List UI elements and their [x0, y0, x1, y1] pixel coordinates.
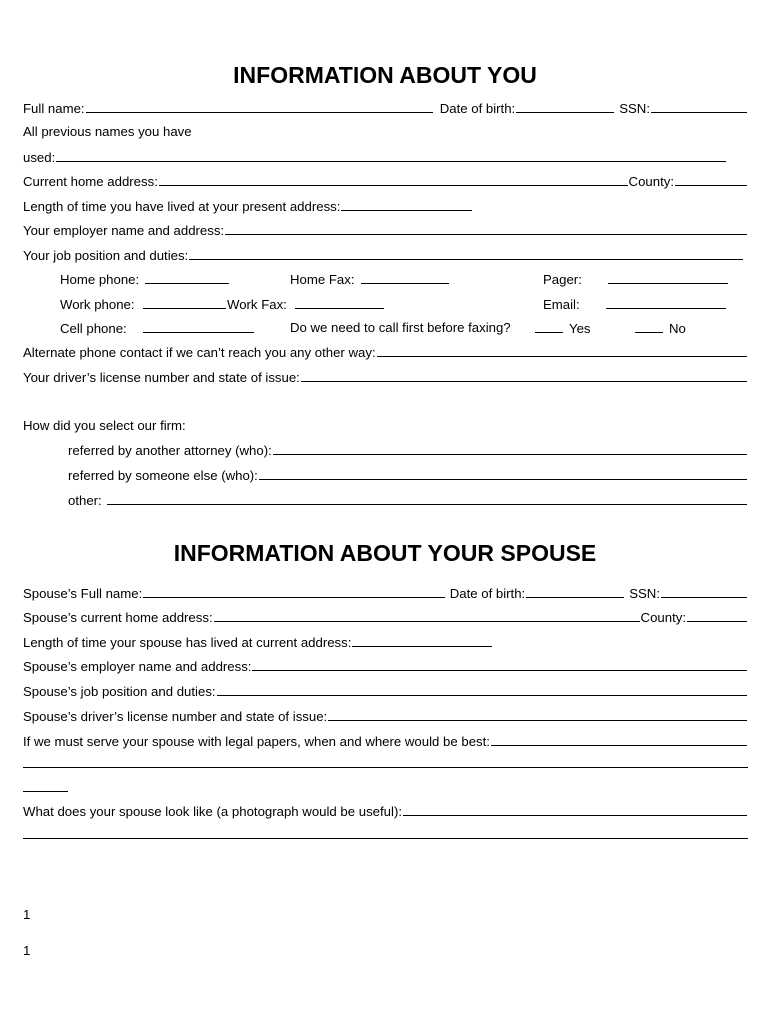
county-label: County: [628, 174, 674, 189]
row-email [543, 294, 727, 312]
employer-label: Your employer name and address: [23, 223, 225, 238]
spouse-full-name-label: Spouse’s Full name: [23, 586, 143, 601]
email-label: Email: [543, 297, 580, 312]
cell-phone-label: Cell phone: [60, 321, 127, 336]
home-address-label: Current home address: [23, 174, 158, 189]
page-number-2: 1 [23, 943, 31, 958]
spouse-address-field[interactable] [214, 621, 640, 622]
spouse-address-label: Spouse’s current home address: [23, 610, 213, 625]
alternate-label: Alternate phone contact if we can’t reach you any other way: [23, 345, 376, 360]
row-spouse-look [23, 801, 748, 819]
county-field[interactable] [675, 185, 747, 186]
alternate-field[interactable] [377, 356, 747, 357]
spouse-serve-line-3[interactable] [23, 791, 68, 792]
spouse-serve-field[interactable] [491, 745, 747, 746]
row-work-phone [60, 294, 227, 312]
ssn-field[interactable] [651, 112, 747, 113]
no-label: No [669, 321, 686, 336]
spouse-look-field[interactable] [403, 815, 747, 816]
dob-label: Date of birth: [439, 101, 516, 116]
full-name-label: Full name: [23, 101, 85, 116]
pager-label: Pager: [543, 272, 582, 287]
row-full-name [23, 98, 748, 116]
spouse-dob-field[interactable] [526, 597, 624, 598]
full-name-field[interactable] [86, 112, 433, 113]
work-phone-label: Work phone: [60, 297, 135, 312]
section-heading-spouse: INFORMATION ABOUT YOUR SPOUSE [173, 540, 597, 566]
spouse-full-name-field[interactable] [143, 597, 444, 598]
length-label: Length of time you have lived at your present address: [23, 199, 341, 214]
prev-names-field[interactable] [56, 161, 726, 162]
call-first-label: Do we need to call first before faxing? [290, 320, 511, 335]
page-number: 1 [23, 907, 31, 922]
spouse-employer-field[interactable] [252, 670, 747, 671]
row-spouse-job [23, 681, 748, 699]
home-phone-field[interactable] [145, 283, 229, 284]
spouse-employer-label: Spouse’s employer name and address: [23, 659, 252, 674]
spouse-license-field[interactable] [328, 720, 747, 721]
spouse-ssn-field[interactable] [661, 597, 747, 598]
row-home-fax [290, 269, 450, 287]
spouse-job-field[interactable] [217, 695, 747, 696]
row-yes [534, 318, 596, 336]
ref-attorney-label: referred by another attorney (who): [68, 443, 272, 458]
job-field[interactable] [189, 259, 743, 260]
spouse-ssn-label: SSN: [629, 586, 660, 601]
spouse-county-field[interactable] [687, 621, 747, 622]
row-cell-phone [60, 318, 255, 336]
row-ref-else [68, 465, 748, 483]
work-phone-field[interactable] [143, 308, 226, 309]
ref-else-label: referred by someone else (who): [68, 468, 258, 483]
spouse-look-line-2[interactable] [23, 838, 748, 839]
yes-label: Yes [569, 321, 591, 336]
spouse-county-label: County: [640, 610, 686, 625]
row-spouse-employer [23, 656, 748, 674]
no-field[interactable] [635, 332, 663, 333]
spouse-dob-label: Date of birth: [449, 586, 526, 601]
yes-field[interactable] [535, 332, 563, 333]
home-phone-label: Home phone: [60, 272, 140, 287]
job-label: Your job position and duties: [23, 248, 189, 263]
other-label: other: [68, 493, 102, 508]
dob-field[interactable] [516, 112, 614, 113]
row-spouse-license [23, 706, 748, 724]
length-field[interactable] [341, 210, 472, 211]
home-address-field[interactable] [159, 185, 628, 186]
row-ref-attorney [68, 440, 748, 458]
spouse-length-field[interactable] [352, 646, 492, 647]
email-field[interactable] [606, 308, 726, 309]
row-home-address [23, 171, 748, 189]
spouse-look-label: What does your spouse look like (a photograph would be useful): [23, 804, 402, 819]
employer-field[interactable] [225, 234, 747, 235]
cell-phone-field[interactable] [143, 332, 254, 333]
row-alternate [23, 342, 748, 360]
pager-field[interactable] [608, 283, 728, 284]
spouse-license-label: Spouse’s driver’s license number and state of issue: [23, 709, 328, 724]
prev-names-label-1: All previous names you have [23, 124, 192, 139]
work-fax-field[interactable] [295, 308, 384, 309]
other-field[interactable] [107, 504, 747, 505]
home-fax-field[interactable] [361, 283, 450, 284]
spouse-serve-label: If we must serve your spouse with legal papers, when and where would be best: [23, 734, 490, 749]
row-prev-names [23, 147, 727, 165]
row-home-phone [60, 269, 230, 287]
spouse-serve-line-2[interactable] [23, 767, 748, 768]
ref-else-field[interactable] [259, 479, 747, 480]
row-spouse-serve [23, 731, 748, 749]
row-spouse-length [23, 632, 493, 650]
row-spouse-address [23, 607, 748, 625]
prev-names-label-2: used: [23, 150, 56, 165]
row-work-fax [227, 294, 385, 312]
row-employer [23, 220, 748, 238]
home-fax-label: Home Fax: [290, 272, 355, 287]
row-length [23, 196, 473, 214]
license-field[interactable] [301, 381, 747, 382]
row-spouse-full-name [23, 583, 748, 601]
section-heading-you: INFORMATION ABOUT YOU [233, 62, 537, 88]
license-label: Your driver’s license number and state of issue: [23, 370, 300, 385]
row-pager [543, 269, 729, 287]
ssn-label: SSN: [619, 101, 650, 116]
row-other [68, 490, 748, 508]
spouse-length-label: Length of time your spouse has lived at current address: [23, 635, 352, 650]
row-license [23, 367, 748, 385]
row-no [634, 318, 694, 336]
row-job [23, 245, 744, 263]
ref-attorney-field[interactable] [273, 454, 747, 455]
spouse-job-label: Spouse’s job position and duties: [23, 684, 216, 699]
work-fax-label: Work Fax: [227, 297, 287, 312]
how-select-label: How did you select our firm: [23, 418, 186, 433]
